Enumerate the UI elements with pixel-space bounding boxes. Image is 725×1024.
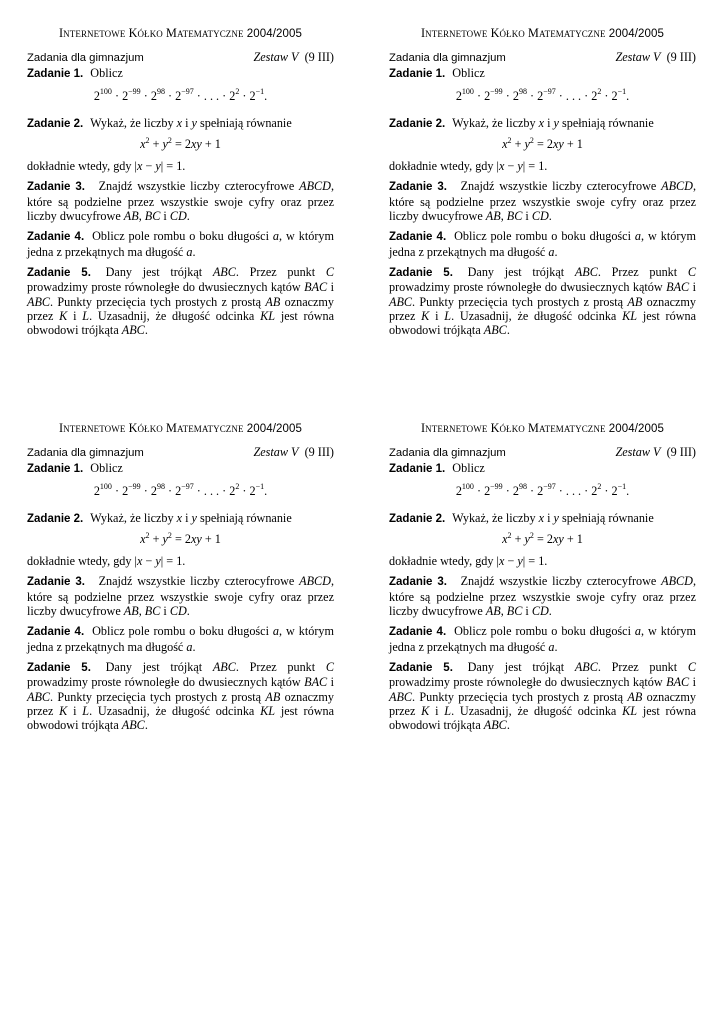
task-3: Zadanie 3. Znajdź wszystkie liczby czterocyfrowe ABCD, które są podzielne przez wszystkie swoje cyfry oraz przez liczby dwucyfrowe AB, BC i CD.: [27, 179, 335, 224]
subhead-audience: Zadania dla gimnazjum: [27, 447, 144, 459]
task-label: Zadanie 5.: [27, 266, 91, 279]
sheet-bottom-right: [389, 421, 696, 738]
task-2: Zadanie 2. Wykaż, że liczby x i y spełniają równanie: [27, 510, 292, 525]
subhead-set: [253, 50, 334, 64]
subhead-audience: Zadania dla gimnazjum: [389, 447, 506, 459]
task-5: Zadanie 5. Dany jest trójkąt ABC. Przez punkt C prowadzimy proste równoległe do dwusiecznych kątów BAC i ABC. Punkty przecięcia tych prostych z prostą AB oznaczmy przez K i L. Uzasadnij, że długość odcinka KL jest równa obwodowi trójkąta ABC.: [389, 264, 697, 338]
subhead-audience: Zadania dla gimnazjum: [389, 52, 506, 64]
task-2-condition: dokładnie wtedy, gdy |x − y| = 1.: [27, 554, 186, 569]
set-label: Zestaw V: [615, 50, 661, 64]
task-2-condition: dokładnie wtedy, gdy |x − y| = 1.: [389, 159, 548, 174]
header-year: 2004/2005: [608, 423, 665, 435]
header-title: Internetowe Kółko Matematyczne: [58, 26, 244, 40]
sheet-subheader: [27, 50, 334, 65]
task-2-equation: $x^2 + y^2 = 2xy + 1$: [502, 135, 583, 151]
task-label: Zadanie 1.: [389, 463, 446, 475]
task-1-equation: $2^{100} \cdot 2^{-99} \cdot 2^{98} \cdot 2^{-97}$ · . . . · $2^2 \cdot 2^{-1}$.: [455, 482, 630, 499]
task-label: Zadanie 2.: [27, 117, 84, 130]
task-5: Zadanie 5. Dany jest trójkąt ABC. Przez punkt C prowadzimy proste równoległe do dwusiecznych kątów BAC i ABC. Punkty przecięcia tych prostych z prostą AB oznaczmy przez K i L. Uzasadnij, że długość odcinka KL jest równa obwodowi trójkąta ABC.: [27, 264, 335, 338]
task-1: [27, 66, 334, 81]
task-2-equation: $x^2 + y^2 = 2xy + 1$: [502, 530, 583, 546]
task-1-equation: $2^{100} \cdot 2^{-99} \cdot 2^{98} \cdot 2^{-97}$ · . . . · $2^2 \cdot 2^{-1}$.: [455, 87, 630, 104]
sheet-header: [27, 421, 334, 436]
task-label: Zadanie 1.: [27, 68, 84, 80]
set-label: Zestaw V: [615, 445, 661, 459]
task-label: Zadanie 5.: [389, 266, 453, 279]
task-2-equation: $x^2 + y^2 = 2xy + 1$: [140, 135, 221, 151]
task-label: Zadanie 4.: [27, 626, 85, 639]
header-year: 2004/2005: [608, 28, 665, 40]
set-label: Zestaw V: [253, 445, 299, 459]
task-label: Zadanie 3.: [389, 576, 447, 589]
task-label: Zadanie 1.: [27, 463, 84, 475]
task-2: Zadanie 2. Wykaż, że liczby x i y spełniają równanie: [389, 510, 654, 525]
subhead-set: [615, 445, 696, 459]
set-date: (9 III): [304, 445, 334, 459]
header-year: 2004/2005: [246, 423, 303, 435]
set-date: (9 III): [666, 50, 696, 64]
task-3: Zadanie 3. Znajdź wszystkie liczby czterocyfrowe ABCD, które są podzielne przez wszystkie swoje cyfry oraz przez liczby dwucyfrowe AB, BC i CD.: [389, 179, 697, 224]
task-4: Zadanie 4. Oblicz pole rombu o boku długości a, w którym jedna z przekątnych ma długość a.: [389, 624, 696, 654]
task-5: Zadanie 5. Dany jest trójkąt ABC. Przez punkt C prowadzimy proste równoległe do dwusiecznych kątów BAC i ABC. Punkty przecięcia tych prostych z prostą AB oznaczmy przez K i L. Uzasadnij, że długość odcinka KL jest równa obwodowi trójkąta ABC.: [27, 659, 335, 733]
task-5: Zadanie 5. Dany jest trójkąt ABC. Przez punkt C prowadzimy proste równoległe do dwusiecznych kątów BAC i ABC. Punkty przecięcia tych prostych z prostą AB oznaczmy przez K i L. Uzasadnij, że długość odcinka KL jest równa obwodowi trójkąta ABC.: [389, 659, 697, 733]
task-1: [27, 461, 334, 476]
task-label: Zadanie 5.: [27, 661, 91, 674]
task-label: Zadanie 3.: [27, 576, 85, 589]
task-4: Zadanie 4. Oblicz pole rombu o boku długości a, w którym jedna z przekątnych ma długość a.: [27, 229, 334, 259]
task-4: Zadanie 4. Oblicz pole rombu o boku długości a, w którym jedna z przekątnych ma długość a.: [389, 229, 696, 259]
task-2-condition: dokładnie wtedy, gdy |x − y| = 1.: [389, 554, 548, 569]
task-label: Zadanie 2.: [389, 512, 446, 525]
task-label: Zadanie 4.: [389, 626, 447, 639]
sheet-bottom-left: [27, 421, 334, 738]
task-label: Zadanie 3.: [389, 181, 447, 194]
header-year: 2004/2005: [246, 28, 303, 40]
task-text: Oblicz: [90, 461, 123, 475]
task-label: Zadanie 2.: [389, 117, 446, 130]
subhead-set: [253, 445, 334, 459]
task-2-condition: dokładnie wtedy, gdy |x − y| = 1.: [27, 159, 186, 174]
task-label: Zadanie 4.: [27, 231, 85, 244]
task-text: Oblicz: [452, 461, 485, 475]
task-4: Zadanie 4. Oblicz pole rombu o boku długości a, w którym jedna z przekątnych ma długość a.: [27, 624, 334, 654]
set-date: (9 III): [304, 50, 334, 64]
task-3: Zadanie 3. Znajdź wszystkie liczby czterocyfrowe ABCD, które są podzielne przez wszystkie swoje cyfry oraz przez liczby dwucyfrowe AB, BC i CD.: [27, 574, 335, 619]
task-2-equation: $x^2 + y^2 = 2xy + 1$: [140, 530, 221, 546]
task-label: Zadanie 4.: [389, 231, 447, 244]
sheet-subheader: [389, 50, 696, 65]
task-text: Oblicz: [452, 66, 485, 80]
task-2: Zadanie 2. Wykaż, że liczby x i y spełniają równanie: [27, 115, 292, 130]
task-1: [389, 461, 696, 476]
task-label: Zadanie 5.: [389, 661, 453, 674]
header-title: Internetowe Kółko Matematyczne: [58, 421, 244, 435]
sheet-header: [389, 26, 696, 41]
task-2: Zadanie 2. Wykaż, że liczby x i y spełniają równanie: [389, 115, 654, 130]
task-label: Zadanie 2.: [27, 512, 84, 525]
header-title: Internetowe Kółko Matematyczne: [420, 421, 606, 435]
task-1-equation: $2^{100} \cdot 2^{-99} \cdot 2^{98} \cdot 2^{-97}$ · . . . · $2^2 \cdot 2^{-1}$.: [93, 87, 268, 104]
task-label: Zadanie 1.: [389, 68, 446, 80]
sheet-top-left: [27, 26, 334, 343]
header-title: Internetowe Kółko Matematyczne: [420, 26, 606, 40]
task-text: Oblicz: [90, 66, 123, 80]
sheet-top-right: [389, 26, 696, 343]
task-label: Zadanie 3.: [27, 181, 85, 194]
subhead-audience: Zadania dla gimnazjum: [27, 52, 144, 64]
task-1-equation: $2^{100} \cdot 2^{-99} \cdot 2^{98} \cdot 2^{-97}$ · . . . · $2^2 \cdot 2^{-1}$.: [93, 482, 268, 499]
sheet-subheader: [27, 445, 334, 460]
sheet-header: [389, 421, 696, 436]
set-date: (9 III): [666, 445, 696, 459]
task-3: Zadanie 3. Znajdź wszystkie liczby czterocyfrowe ABCD, które są podzielne przez wszystkie swoje cyfry oraz przez liczby dwucyfrowe AB, BC i CD.: [389, 574, 697, 619]
sheet-header: [27, 26, 334, 41]
sheet-subheader: [389, 445, 696, 460]
subhead-set: [615, 50, 696, 64]
set-label: Zestaw V: [253, 50, 299, 64]
task-1: [389, 66, 696, 81]
